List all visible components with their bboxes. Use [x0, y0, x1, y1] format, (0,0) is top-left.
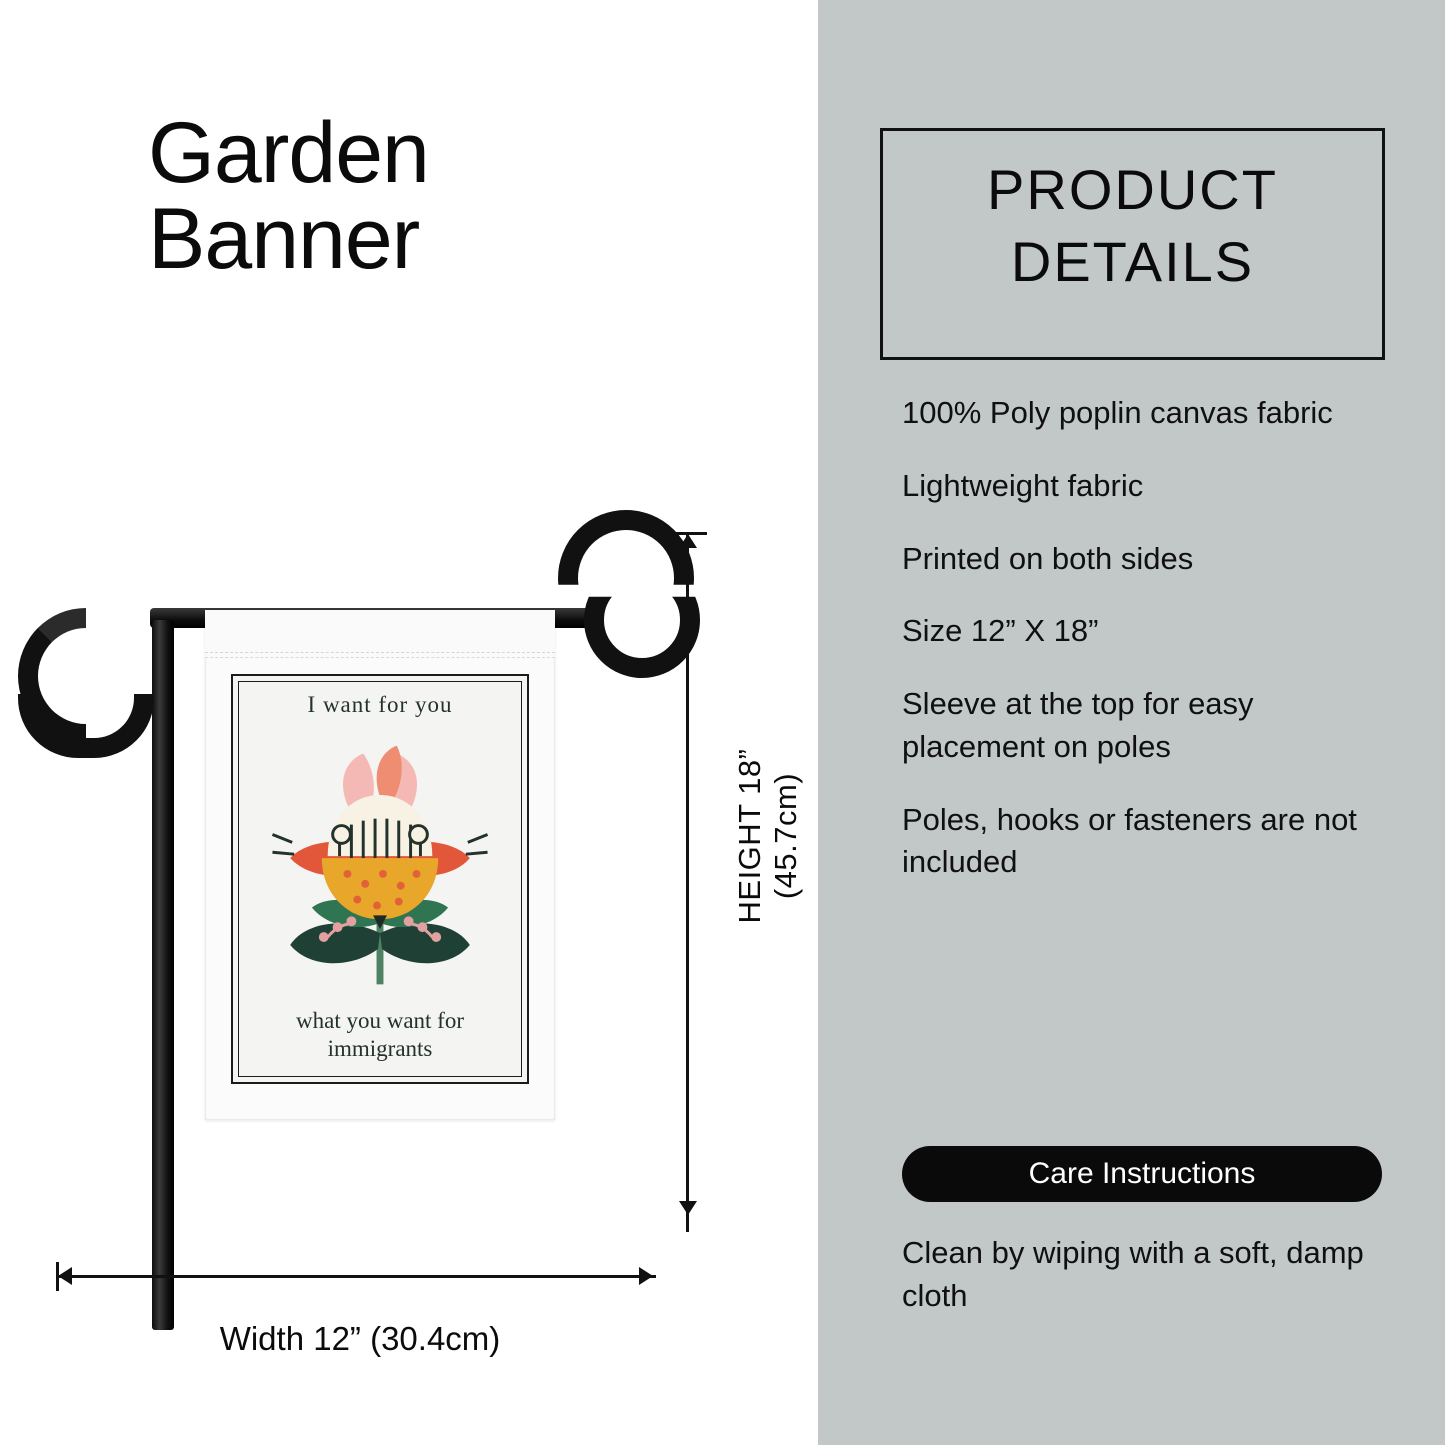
height-dimension	[660, 520, 803, 1240]
height-arrow-bottom-icon	[679, 1201, 697, 1215]
flag-top-text: I want for you	[307, 692, 453, 717]
product-details-heading-box	[880, 128, 1385, 360]
page-title-line-1: Garden	[148, 105, 429, 201]
list-item: Poles, hooks or fasteners are not included	[902, 801, 1357, 880]
width-dimension	[50, 1262, 670, 1292]
height-dimension-label: HEIGHT 18” (45.7cm)	[732, 748, 803, 924]
left-hook-icon	[18, 608, 158, 718]
product-details-panel	[818, 0, 1445, 1445]
page-title	[148, 105, 668, 287]
list-item: Lightweight fabric	[902, 467, 1144, 503]
list-item: Printed on both sides	[902, 540, 1194, 576]
flower-illustration	[233, 738, 527, 998]
list-item: Size 12” X 18”	[902, 613, 1099, 649]
flag-stand-pole	[152, 620, 174, 1330]
garden-flag-illustration	[0, 500, 760, 1300]
flag-bottom-text-line-1: what you want for	[296, 1007, 464, 1033]
width-arrow-left-icon	[58, 1267, 72, 1285]
width-dimension-label: Width 12” (30.4cm)	[219, 1320, 501, 1357]
care-instructions-badge: Care Instructions	[902, 1146, 1382, 1202]
product-details-heading-line-1: PRODUCT	[987, 158, 1278, 221]
width-arrow-right-icon	[639, 1267, 653, 1285]
feature-list	[902, 392, 1382, 914]
list-item: 100% Poly poplin canvas fabric	[902, 395, 1333, 430]
page-title-line-2: Banner	[148, 191, 420, 287]
flag-sleeve-stitch	[205, 652, 555, 653]
flag-sleeve	[205, 610, 555, 658]
height-line	[686, 532, 689, 1232]
width-line	[56, 1275, 656, 1278]
height-arrow-top-icon	[679, 534, 697, 548]
flag-bottom-text-line-2: immigrants	[327, 1036, 433, 1062]
flag-artwork	[231, 674, 529, 1084]
flag-bottom-text	[233, 1007, 527, 1065]
list-item: Sleeve at the top for easy placement on poles	[902, 686, 1254, 764]
right-hook-icon	[548, 510, 678, 640]
product-details-heading-line-2: DETAILS	[1010, 230, 1255, 293]
garden-flag	[205, 610, 555, 1120]
care-instructions-text: Clean by wiping with a soft, damp cloth	[902, 1235, 1364, 1313]
